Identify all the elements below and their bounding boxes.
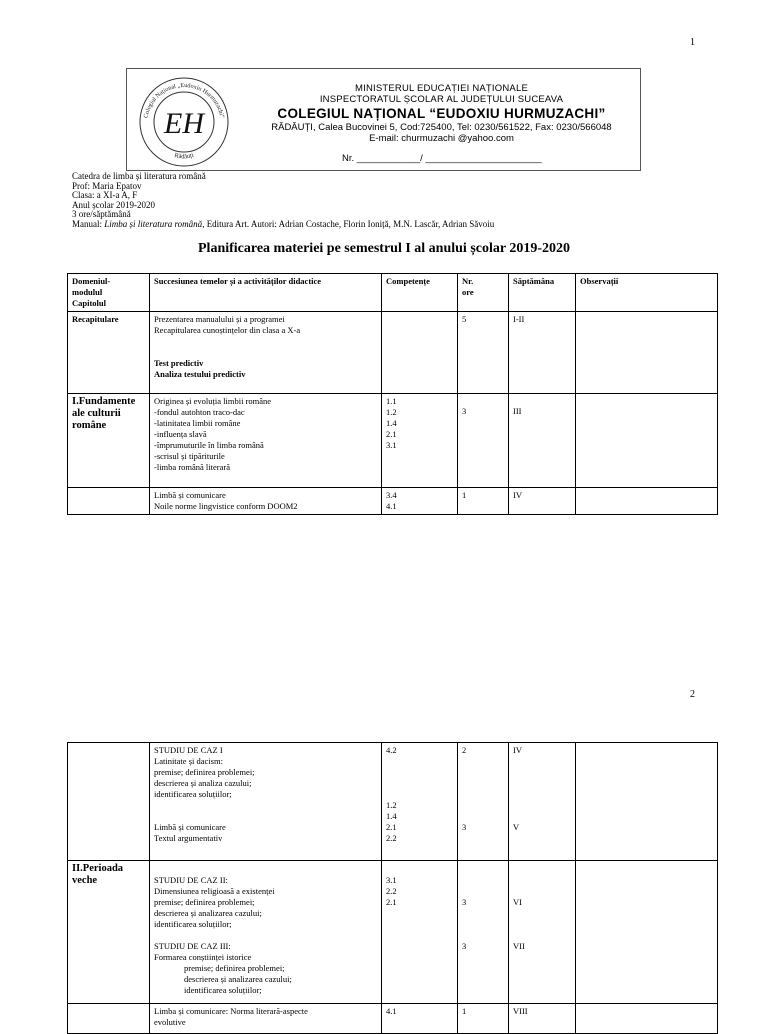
- school-logo: [135, 74, 233, 173]
- notes-cell: [576, 743, 718, 861]
- weekly-hours: 3 ore/săptămână: [72, 209, 131, 220]
- school-year: Anul școlar 2019-2020: [72, 199, 155, 210]
- week-cell: VI VII: [509, 861, 576, 1004]
- school-name: COLEGIUL NAȚIONAL “EUDOXIU HURMUZACHI”: [277, 106, 606, 121]
- hours-cell: 5: [458, 312, 509, 394]
- registration-number-line: Nr. ____________/ ______________________: [342, 153, 542, 164]
- hours-cell: 2 3: [458, 743, 509, 861]
- table-row: [68, 312, 718, 394]
- inspectorate-name: INSPECTORATUL ȘCOLAR AL JUDEȚULUI SUCEAVA: [319, 94, 564, 105]
- teacher: Prof: Maria Epatov: [72, 180, 142, 191]
- table-header-row: [68, 274, 718, 312]
- hours-cell: 3 3: [458, 861, 509, 1004]
- competences-cell: 3.4 4.1: [382, 488, 458, 515]
- week-cell: IV V: [509, 743, 576, 861]
- document-meta: [72, 172, 494, 230]
- competences-cell: 4.2 1.2 1.4 2.1 2.2: [382, 743, 458, 861]
- module-cell: II.Perioada veche: [68, 861, 150, 1004]
- table-row: [68, 488, 718, 515]
- logo-initials: EH: [164, 107, 204, 140]
- table-row: [68, 861, 718, 1004]
- notes-cell: [576, 394, 718, 488]
- competences-cell: [382, 312, 458, 394]
- topics-cell: STUDIU DE CAZ II: Dimensiunea religioasă a existenței premise; definirea problemei; descrierea și analizarea cazului; identificarea soluțiilor; STUDIU DE CAZ III: Formarea conștiinței istorice premise; definirea problemei; descrierea și analizarea cazului; identificarea soluțiilor;: [150, 861, 382, 1004]
- notes-cell: [576, 488, 718, 515]
- topics-cell: Originea și evoluția limbii române -fondul autohton traco-dac -latinitatea limbii române -influența slavă -împrumuturile în limba română -scrisul și tipăriturile -limba română literară: [150, 394, 382, 488]
- svg-text:Rădăuți: [174, 152, 195, 161]
- page-number: 1: [690, 37, 695, 48]
- department: Catedra de limba și literatura română: [72, 171, 206, 181]
- notes-cell: [576, 312, 718, 394]
- school-email: E-mail: churmuzachi @yahoo.com: [369, 133, 514, 144]
- topics-cell: Limbă și comunicare Noile norme lingvistice conform DOOM2: [150, 488, 382, 515]
- table-row: [68, 743, 718, 861]
- topics-cell: Prezentarea manualului și a programei Recapitularea cunoștințelor din clasa a X-a Test predictiv Analiza testului predictiv: [150, 312, 382, 394]
- module-cell: [68, 1004, 150, 1034]
- week-cell: IV: [509, 488, 576, 515]
- competences-cell: 4.1: [382, 1004, 458, 1034]
- week-cell: VIII: [509, 1004, 576, 1034]
- week-cell: I-II: [509, 312, 576, 394]
- logo-ring-top-text: Colegiul Național „Eudoxiu Hurmuzachi”: [142, 81, 226, 119]
- hours-cell: 1: [458, 488, 509, 515]
- header-week: Săptămâna: [509, 274, 576, 312]
- competences-cell: 1.1 1.2 1.4 2.1 3.1: [382, 394, 458, 488]
- hours-cell: 1: [458, 1004, 509, 1034]
- table-row: [68, 394, 718, 488]
- header-notes: Observații: [576, 274, 718, 312]
- letterhead: [126, 68, 641, 171]
- planning-table-page1: [67, 273, 718, 515]
- module-cell: I.Fundamente ale culturii române: [68, 394, 150, 488]
- page-number: 2: [690, 689, 695, 700]
- notes-cell: [576, 1004, 718, 1034]
- header-competences: Competențe: [382, 274, 458, 312]
- week-cell: III: [509, 394, 576, 488]
- topics-cell: STUDIU DE CAZ I Latinitate și dacism: premise; definirea problemei; descrierea și analiza cazului; identificarea soluțiilor; Limbă și comunicare Textul argumentativ: [150, 743, 382, 861]
- table-row: [68, 1004, 718, 1034]
- school-address: RĂDĂUȚI, Calea Bucovinei 5, Cod:725400, Tel: 0230/561522, Fax: 0230/566048: [271, 122, 612, 133]
- logo-ring-bottom-text: Rădăuți: [173, 151, 195, 161]
- notes-cell: [576, 861, 718, 1004]
- header-hours: Nr. ore: [458, 274, 509, 312]
- class: Clasa: a XI-a A, F: [72, 190, 138, 201]
- manual-info: [72, 220, 494, 230]
- module-cell: [68, 488, 150, 515]
- manual-details: , Editura Art. Autori: Adrian Costache, Florin Ioniță, M.N. Lascăr, Adrian Săvoiu: [202, 218, 495, 229]
- module-cell: [68, 743, 150, 861]
- competences-cell: 3.1 2.2 2.1: [382, 861, 458, 1004]
- module-cell: Recapitulare: [68, 312, 150, 394]
- hours-cell: 3: [458, 394, 509, 488]
- header-module: Domeniul- modulul Capitolul: [68, 274, 150, 312]
- manual-title: Limba și literatura română: [104, 218, 203, 229]
- header-topics: Succesiunea temelor și a activităților didactice: [150, 274, 382, 312]
- manual-label: Manual:: [72, 218, 105, 229]
- topics-cell: Limba și comunicare: Norma literară-aspecte evolutive: [150, 1004, 382, 1034]
- page-title: Planificarea materiei pe semestrul I al anului școlar 2019-2020: [198, 241, 570, 256]
- ministry-name: MINISTERUL EDUCAȚIEI NAȚIONALE: [355, 83, 528, 94]
- planning-table-page2: [67, 742, 718, 1034]
